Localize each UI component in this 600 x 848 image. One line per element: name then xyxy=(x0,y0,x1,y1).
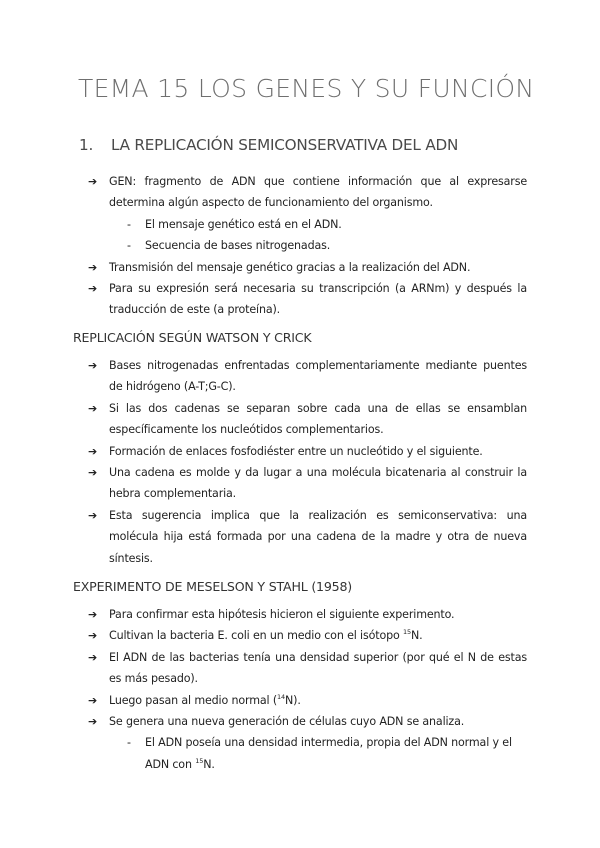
section-1-heading xyxy=(79,136,458,154)
isotope-mass-number: 15 xyxy=(403,628,412,637)
arrow-bullet-icon: ➔ xyxy=(88,444,98,458)
section-3-heading: EXPERIMENTO DE MESELSON Y STAHL (1958) xyxy=(73,579,353,594)
list-item: ➔ GEN: fragmento de ADN que contiene información que al expresarse determina algún aspecto de funcionamiento del organismo. xyxy=(0,171,527,214)
arrow-bullet-icon: ➔ xyxy=(88,715,98,729)
list-item: ➔ Si las dos cadenas se separan sobre cada una de ellas se ensamblan específicamente los nucleótidos complementarios. xyxy=(0,398,527,441)
list-item: ➔ Transmisión del mensaje genético gracias a la realización del ADN. xyxy=(0,257,527,278)
sub-list-item: - El mensaje genético está en el ADN. xyxy=(0,214,527,235)
section-3-list xyxy=(0,604,600,775)
arrow-bullet-icon: ➔ xyxy=(88,608,98,621)
arrow-bullet-icon: ➔ xyxy=(88,629,98,643)
list-item: ➔ Esta sugerencia implica que la realización es semiconservativa: una molécula hija está formada por una cadena de la madre y otra de nueva síntesis. xyxy=(0,505,527,569)
arrow-bullet-icon: ➔ xyxy=(88,359,98,372)
arrow-bullet-icon: ➔ xyxy=(88,508,98,522)
list-item: ➔ Una cadena es molde y da lugar a una molécula bicatenaria al construir la hebra complementaria. xyxy=(0,462,527,505)
list-item: ➔ Bases nitrogenadas enfrentadas complementariamente mediante puentes de hidrógeno (A-T;G-C). xyxy=(0,355,527,398)
arrow-bullet-icon: ➔ xyxy=(88,260,98,274)
dash-bullet-icon: - xyxy=(127,217,131,231)
list-item: ➔ Formación de enlaces fosfodiéster entre un nucleótido y el siguiente. xyxy=(0,441,527,462)
arrow-bullet-icon: ➔ xyxy=(88,693,98,707)
dash-bullet-icon: - xyxy=(127,239,131,253)
section-2-list xyxy=(0,355,600,569)
list-item: ➔ Para su expresión será necesaria su transcripción (a ARNm) y después la traducción de este (a proteína). xyxy=(0,278,527,321)
page-title: TEMA 15 LOS GENES Y SU FUNCIÓN xyxy=(78,74,535,103)
list-item: ➔ Luego pasan al medio normal ($^{14}$N). xyxy=(0,690,527,711)
list-item: ➔ Para confirmar esta hipótesis hicieron el siguiente experimento. xyxy=(0,604,527,625)
arrow-bullet-icon: ➔ xyxy=(88,466,98,480)
sub-list-item: - El ADN poseía una densidad intermedia, propia del ADN normal y el ADN con $^{15}$N. xyxy=(0,732,527,775)
dash-bullet-icon: - xyxy=(127,736,131,750)
section-1-title: LA REPLICACIÓN SEMICONSERVATIVA DEL ADN xyxy=(111,136,459,154)
list-item: ➔ El ADN de las bacterias tenía una densidad superior (por qué el N de estas es más pesado). xyxy=(0,647,527,690)
list-item: ➔ Cultivan la bacteria E. coli en un medio con el isótopo $^{15}$N. xyxy=(0,625,527,646)
section-1-list xyxy=(0,171,600,321)
isotope-mass-number: 15 xyxy=(195,756,204,765)
section-1-number: 1. xyxy=(79,136,94,154)
arrow-bullet-icon: ➔ xyxy=(88,650,98,664)
arrow-bullet-icon: ➔ xyxy=(88,401,98,415)
section-2-heading: REPLICACIÓN SEGÚN WATSON Y CRICK xyxy=(73,330,312,345)
isotope-mass-number: 14 xyxy=(277,692,286,701)
sub-list-item: - Secuencia de bases nitrogenadas. xyxy=(0,235,527,256)
arrow-bullet-icon: ➔ xyxy=(88,282,98,296)
arrow-bullet-icon: ➔ xyxy=(88,175,98,188)
list-item: ➔ Se genera una nueva generación de células cuyo ADN se analiza. xyxy=(0,711,527,732)
